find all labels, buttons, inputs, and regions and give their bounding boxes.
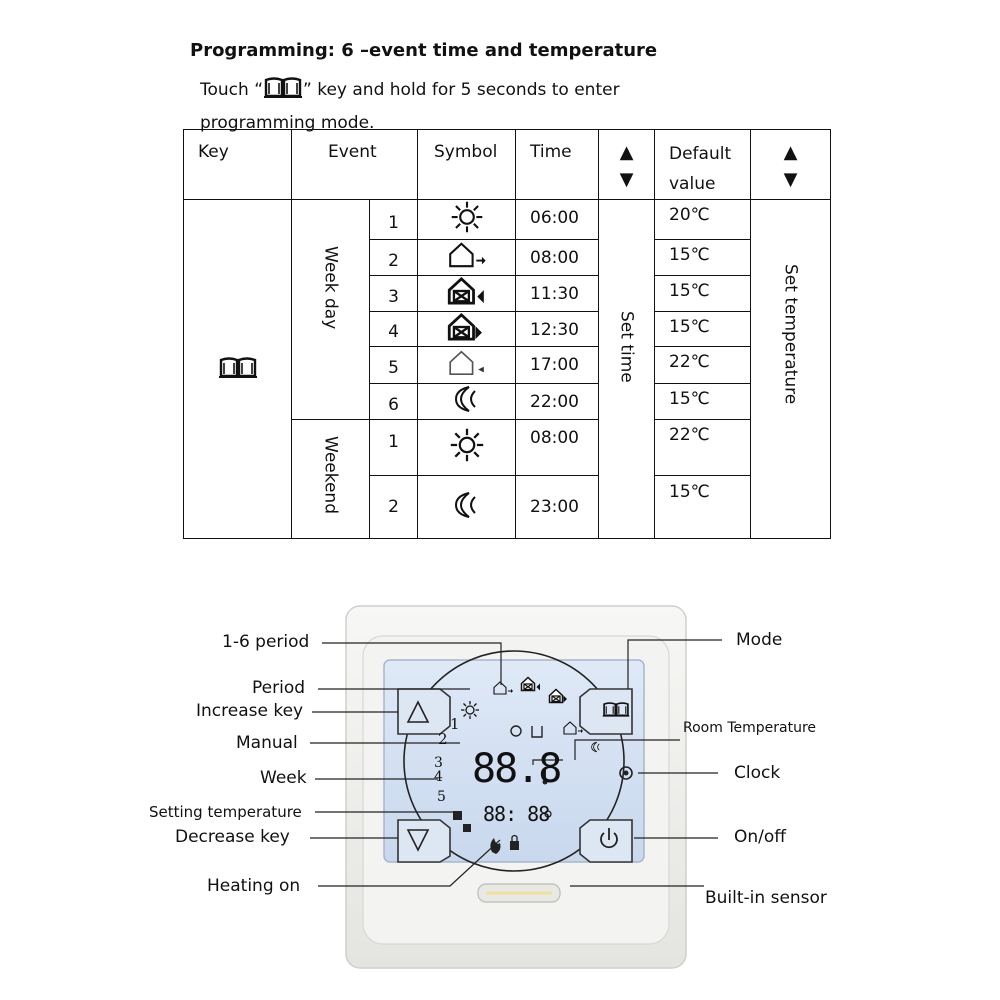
symbol-cell — [418, 384, 516, 420]
weekend-group: Weekend — [292, 420, 370, 539]
label-on-off: On/off — [734, 827, 786, 847]
day-block-icon — [463, 824, 471, 832]
time-cell: 17:00 — [516, 347, 599, 384]
symbol-cell — [418, 420, 516, 476]
intro-line2: programming mode. — [200, 113, 375, 133]
page-heading: Programming: 6 –event time and temperature — [190, 40, 658, 61]
label-clock: Clock — [734, 763, 781, 783]
intro-line1-after: ” key and hold for 5 seconds to enter — [303, 80, 620, 100]
label-manual: Manual — [236, 733, 298, 753]
label-week: Week — [260, 768, 307, 788]
header-time: Time — [516, 130, 599, 200]
symbol-cell — [418, 476, 516, 539]
table-row — [184, 200, 831, 240]
sun-icon — [449, 427, 485, 463]
default-temp-cell: 20℃ — [655, 200, 751, 240]
time-cell: 11:30 — [516, 276, 599, 312]
event-number: 6 — [370, 384, 418, 420]
week-number: 4 — [434, 769, 443, 785]
house-return-icon — [445, 277, 489, 305]
arrow-up-icon: ▲ — [783, 142, 798, 163]
time-cell: 06:00 — [516, 200, 599, 240]
sun-icon — [450, 200, 484, 234]
arrow-down-icon: ▼ — [619, 169, 634, 190]
event-number: 1 — [370, 420, 418, 476]
symbol-cell — [418, 276, 516, 312]
symbol-cell — [418, 240, 516, 276]
label-mode: Mode — [736, 630, 783, 650]
arrow-down-icon: ▼ — [783, 169, 798, 190]
arrow-up-icon: ▲ — [619, 142, 634, 163]
label-increase-key: Increase key — [196, 701, 304, 721]
default-temp-cell: 22℃ — [655, 347, 751, 384]
time-cell: 12:30 — [516, 312, 599, 347]
label-setting-temperature: Setting temperature — [149, 803, 302, 821]
thermostat-drawing — [0, 590, 1000, 1000]
label-period: Period — [252, 678, 306, 698]
default-temp-cell: 15℃ — [655, 240, 751, 276]
symbol-cell — [418, 347, 516, 384]
default-temp-cell: 15℃ — [655, 384, 751, 420]
event-number: 4 — [370, 312, 418, 347]
week-number: 5 — [437, 789, 446, 805]
book-icon — [263, 76, 303, 98]
time-cell: 08:00 — [516, 240, 599, 276]
house-leave-icon — [445, 241, 489, 269]
book-icon — [218, 355, 258, 379]
time-cell: 23:00 — [516, 476, 599, 539]
thermostat-diagram — [0, 590, 1000, 1000]
label-decrease-key: Decrease key — [175, 827, 290, 847]
time-cell: 08:00 — [516, 420, 599, 476]
decrease-key-shape — [398, 820, 450, 862]
event-number: 2 — [370, 240, 418, 276]
label-built-in-sensor: Built-in sensor — [705, 888, 827, 908]
label-heating-on: Heating on — [207, 876, 301, 896]
event-number: 1 — [370, 200, 418, 240]
moon-icon — [447, 384, 487, 414]
default-temp-cell: 15℃ — [655, 476, 751, 539]
symbol-cell — [418, 200, 516, 240]
lock-icon — [510, 841, 519, 850]
increase-key-shape — [398, 689, 450, 734]
event-number: 2 — [370, 476, 418, 539]
week-number: 2 — [438, 730, 448, 748]
symbol-cell — [418, 312, 516, 347]
programming-table — [183, 129, 831, 539]
week-number: 3 — [434, 755, 443, 771]
week-number: 1 — [450, 715, 460, 733]
set-time-cell: Set time — [599, 200, 655, 539]
time-cell: 22:00 — [516, 384, 599, 420]
intro-line1-before: Touch “ — [200, 80, 264, 100]
label-room-temperature: Room Temperature — [683, 720, 816, 736]
set-temperature-cell: Set temperature — [751, 200, 831, 539]
event-number: 5 — [370, 347, 418, 384]
default-temp-cell: 22℃ — [655, 420, 751, 476]
label-1-6-period: 1-6 period — [222, 632, 310, 652]
house-return-outline-icon — [445, 349, 489, 377]
moon-icon — [447, 490, 487, 520]
onoff-key-shape — [580, 820, 632, 862]
header-key: Key — [184, 130, 292, 200]
key-cell — [184, 200, 292, 539]
default-temp-cell: 15℃ — [655, 312, 751, 347]
set-temperature-display: 88: 88 — [483, 802, 550, 826]
main-temperature-display: 88.8 — [472, 746, 561, 792]
default-temp-cell: 15℃ — [655, 276, 751, 312]
event-number: 3 — [370, 276, 418, 312]
house-leave-filled-icon — [445, 313, 489, 341]
header-temp-arrows — [751, 130, 831, 200]
header-default-value: Default value — [655, 130, 751, 200]
header-event: Event — [292, 130, 418, 200]
header-symbol: Symbol — [418, 130, 516, 200]
weekday-group: Week day — [292, 200, 370, 420]
table-header-row — [184, 130, 831, 200]
header-time-arrows — [599, 130, 655, 200]
